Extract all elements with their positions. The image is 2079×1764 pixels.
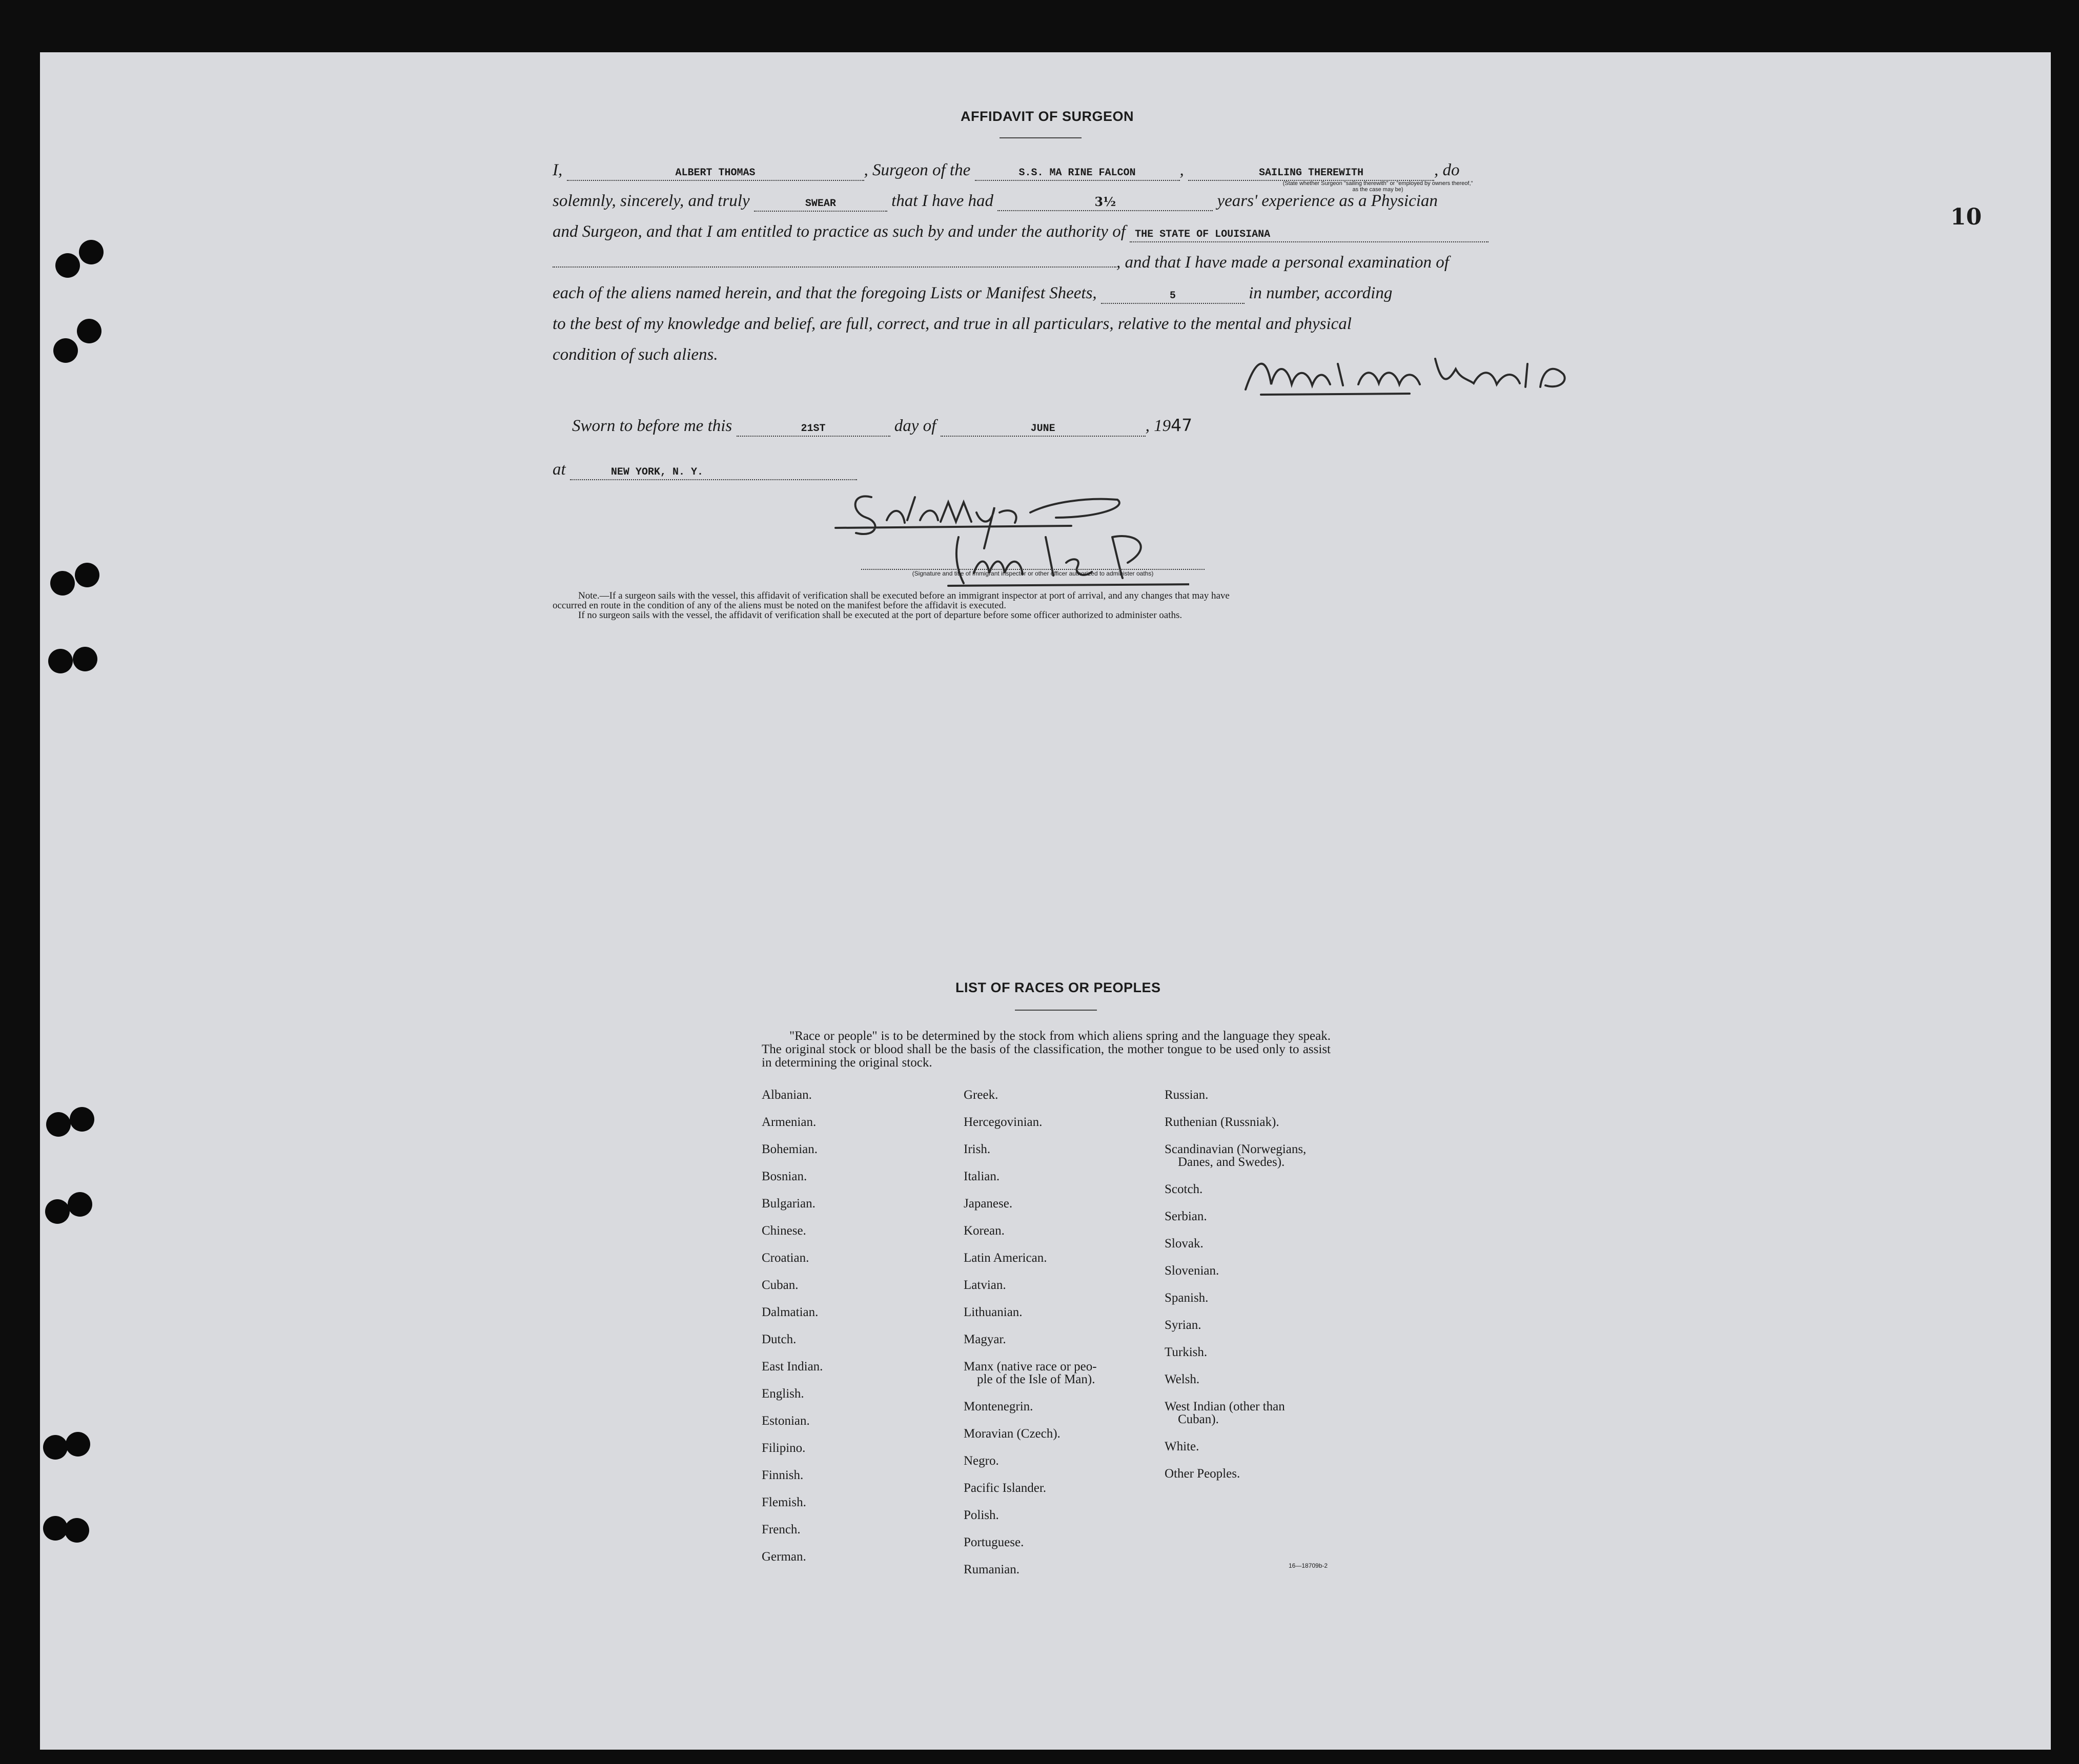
punch-hole [55,253,80,278]
race-item: Cuban. [762,1278,799,1292]
affidavit-line-1 [553,161,1460,181]
affidavit-line-7: condition of such aliens. [553,345,718,364]
years-field: 3½ [997,194,1213,211]
race-item: Croatian. [762,1251,809,1265]
sailing-status-field: SAILING THEREWITH [1188,167,1434,181]
punch-hole [43,1435,68,1460]
race-item: Polish. [964,1508,999,1522]
text: Sworn to before me this [572,417,732,435]
race-item: German. [762,1550,806,1564]
text: solemnly, sincerely, and truly [553,192,750,210]
title-underline [1000,137,1082,138]
race-item: Hercegovinian. [964,1115,1043,1129]
affidavit-note [553,591,1550,620]
text: , Surgeon of the [864,161,971,179]
race-item: Chinese. [762,1224,806,1238]
race-item: Irish. [964,1142,991,1156]
race-item: Korean. [964,1224,1005,1238]
affidavit-line-2 [553,192,1438,212]
race-item: Cuban). [1178,1412,1219,1426]
vessel-name-field: S.S. MA RINE FALCON [975,167,1180,181]
text: that I have had [891,192,993,210]
race-item: Dutch. [762,1332,797,1346]
race-item: Dalmatian. [762,1305,819,1319]
text: and Surgeon, and that I am entitled to practice as such by and under the authority of [553,222,1126,241]
note-line-2: occurred en route in the condition of any of the aliens must be noted on the manifest before the affidavit is executed. [553,600,1006,611]
race-item: English. [762,1387,804,1401]
races-column-3 [1165,1089,1306,1494]
race-item: Latin American. [964,1251,1047,1265]
race-item: East Indian. [762,1360,823,1373]
race-item: Syrian. [1165,1318,1201,1332]
punch-hole [43,1516,68,1541]
punch-hole [70,1107,94,1132]
sworn-line [572,415,1192,437]
race-item: Welsh. [1165,1372,1200,1386]
races-title: LIST OF RACES OR PEOPLES [955,980,1161,995]
race-item: ple of the Isle of Man). [977,1372,1095,1386]
punch-hole [73,647,97,671]
race-item: Flemish. [762,1495,806,1509]
form-number: 16—18709b-2 [1289,1562,1328,1569]
surgeon-name-field: ALBERT THOMAS [567,167,864,181]
race-item: Italian. [964,1170,1000,1183]
oath-field: SWEAR [754,198,887,212]
race-item: Rumanian. [964,1563,1020,1576]
punch-hole [45,1199,70,1224]
affidavit-title: AFFIDAVIT OF SURGEON [961,109,1134,124]
race-item: Armenian. [762,1115,817,1129]
punch-hole [75,563,99,587]
race-item: Turkish. [1165,1345,1208,1359]
race-item: Japanese. [964,1197,1013,1211]
race-item: Montenegrin. [964,1400,1033,1413]
punch-hole [66,1432,90,1457]
signature-caption: (Signature and title of immigrant inspector or other officer authorized to administer oaths) [912,570,1154,577]
race-item: Albanian. [762,1088,812,1102]
race-item: Slovak. [1165,1237,1204,1250]
text: years' experience as a Physician [1217,192,1438,210]
punch-hole [68,1192,92,1217]
race-item: Spanish. [1165,1291,1209,1305]
affidavit-line-6: to the best of my knowledge and belief, are full, correct, and true in all particulars, relative to the mental and physical [553,315,1352,333]
text: each of the aliens named herein, and that the foregoing Lists or Manifest Sheets, [553,284,1097,302]
surgeon-signature [1240,348,1589,410]
sworn-section [553,415,1550,487]
text: at [553,460,566,479]
race-item: Negro. [964,1454,999,1468]
race-item: Danes, and Swedes). [1178,1155,1285,1169]
race-item: Magyar. [964,1332,1006,1346]
races-intro: "Race or people" is to be determined by the stock from which aliens spring and the language they speak. The original stock or blood shall be the basis of the classification, the mother tongue to be used only to assist in determining the original stock. [762,1029,1331,1070]
note-line-3: If no surgeon sails with the vessel, the affidavit of verification shall be executed at the port of departure before some officer authorized to administer oaths. [578,610,1183,621]
punch-hole [79,240,104,264]
race-item: West Indian (other than [1165,1400,1285,1413]
races-column-1 [762,1089,823,1577]
affidavit-body [553,154,1550,369]
race-item: French. [762,1523,801,1536]
sheets-count-field: 5 [1101,290,1245,304]
text: , do [1434,161,1460,179]
race-item: Moravian (Czech). [964,1427,1061,1441]
race-item: Other Peoples. [1165,1467,1240,1481]
sworn-day-field: 21ST [737,423,890,437]
race-item: Pacific Islander. [964,1481,1047,1495]
races-column-2 [964,1089,1097,1590]
authority-field: THE STATE OF LOUISIANA [1130,229,1489,242]
text: in number, according [1249,284,1393,302]
punch-hole [50,571,75,596]
race-item: Serbian. [1165,1209,1207,1223]
race-item: Latvian. [964,1278,1006,1292]
punch-hole [53,338,78,363]
punch-hole [46,1112,71,1137]
race-item: Bohemian. [762,1142,818,1156]
race-item: Estonian. [762,1414,810,1428]
race-item: Russian. [1165,1088,1209,1102]
text: day of [894,417,936,435]
authority-continuation-field [553,265,1116,268]
text: , 19 [1145,417,1171,435]
page-number: 10 [1950,204,1982,230]
race-item: Portuguese. [964,1535,1024,1549]
note-line-1: Note.—If a surgeon sails with the vessel, this affidavit of verification shall be executed before an immigrant inspector at port of arrival, and any changes that may have [578,590,1230,601]
punch-hole [77,319,101,343]
race-item: Finnish. [762,1468,804,1482]
race-item: Slovenian. [1165,1264,1219,1278]
affidavit-line-4 [553,253,1449,272]
punch-hole [65,1518,89,1543]
race-item: Bosnian. [762,1170,807,1183]
affidavit-line-5 [553,284,1392,304]
sworn-year: 47 [1171,415,1193,435]
sworn-place-line [553,460,857,480]
sailing-note: (State whether Surgeon "sailing therewith" or "employed by owners thereof," as the case may be) [1282,180,1473,193]
text: , and that I have made a personal examination of [1116,253,1449,272]
punch-hole [48,649,73,673]
races-title-underline [1015,1010,1097,1011]
officer-title-signature [943,527,1189,593]
race-item: Greek. [964,1088,998,1102]
race-item: Manx (native race or peo- [964,1360,1097,1373]
text: I, [553,161,563,179]
race-item: Ruthenian (Russniak). [1165,1115,1279,1129]
race-item: Scotch. [1165,1182,1203,1196]
race-item: White. [1165,1440,1199,1453]
race-item: Filipino. [762,1441,806,1455]
text: , [1179,161,1184,179]
race-item: Scandinavian (Norwegians, [1165,1142,1307,1156]
race-item: Lithuanian. [964,1305,1023,1319]
race-item: Bulgarian. [762,1197,816,1211]
sworn-month-field: JUNE [941,423,1146,437]
affidavit-line-3 [553,222,1489,242]
sworn-place-field: NEW YORK, N. Y. [570,466,857,480]
